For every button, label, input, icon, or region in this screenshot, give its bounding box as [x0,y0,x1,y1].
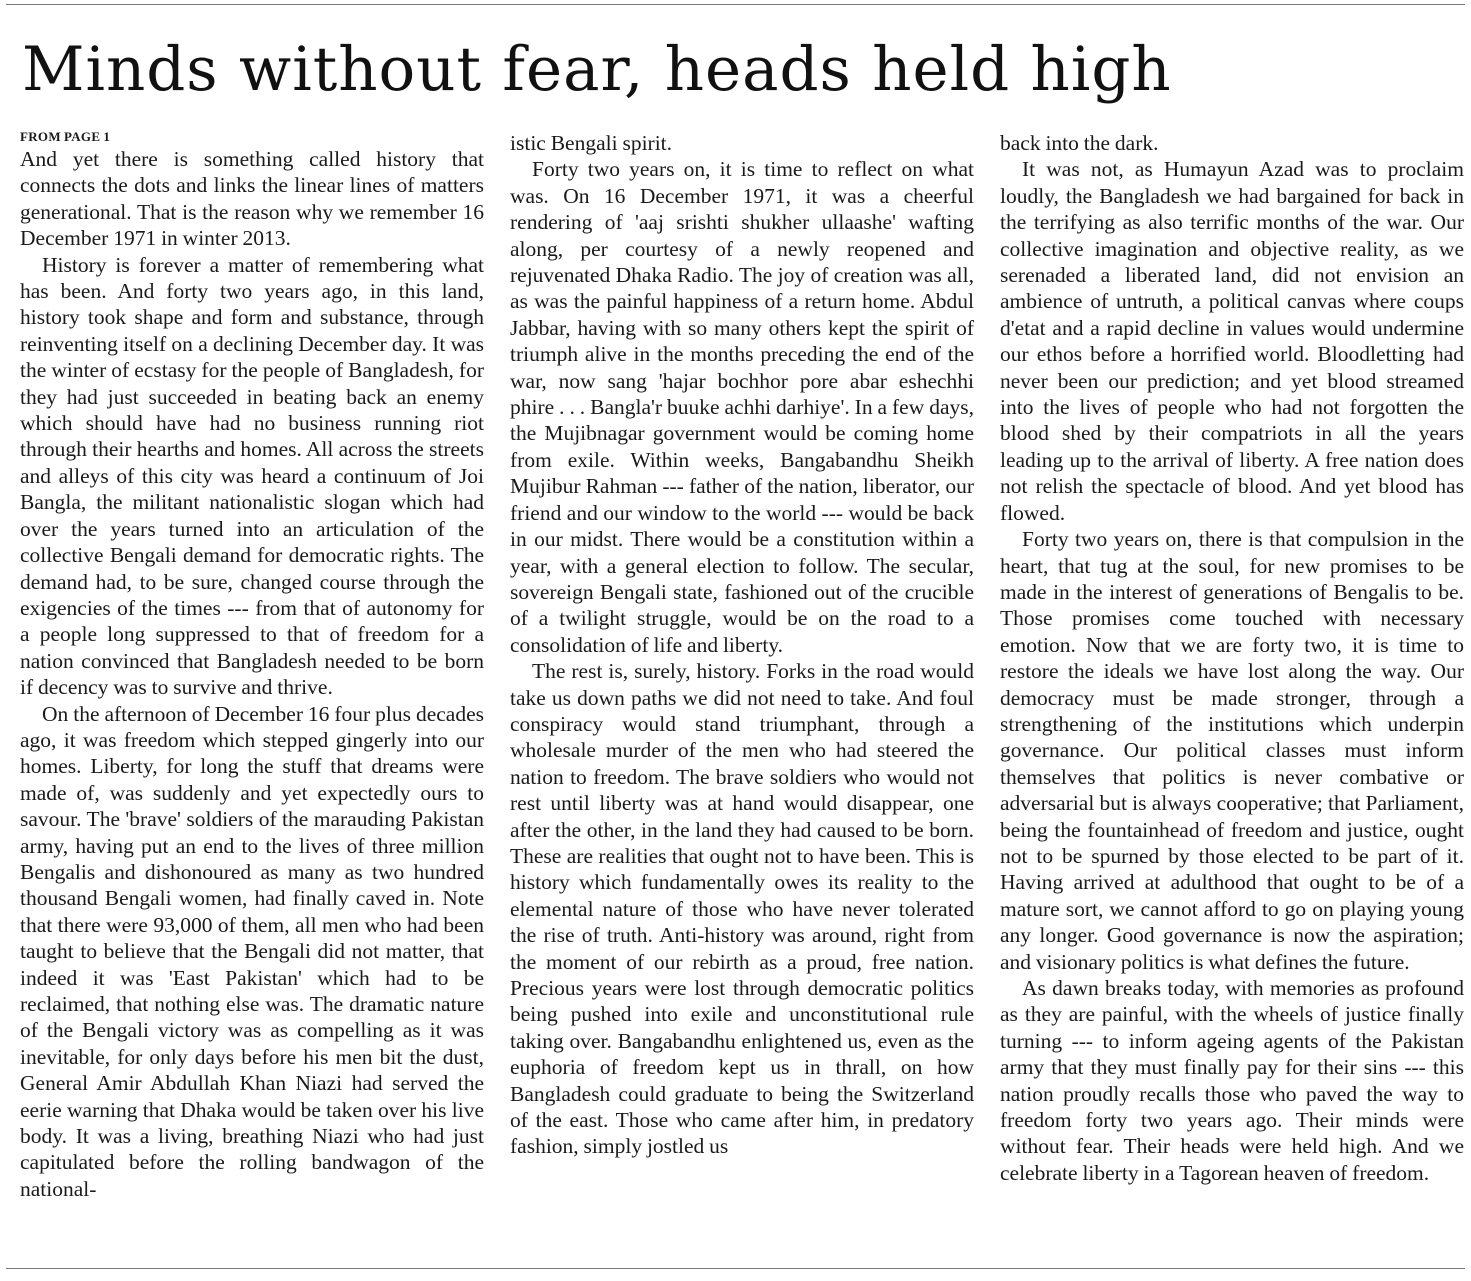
article-column-3 [1000,130,1464,1186]
headline: Minds without fear, heads held high [22,34,1172,105]
paragraph: Forty two years on, it is time to reflect on what was. On 16 December 1971, it was a cheerful rendering of 'aaj srishti shukher ullaashe' wafting along, per courtesy of a newly reopened and rejuvenated Dhaka Radio. The joy of creation was all, as was the painful happiness of a return home. Abdul Jabbar, having with so many others kept the spirit of triumph alive in the months preceding the end of the war, now sang 'hajar bochhor pore abar eshechhi phire . . . Bangla'r buuke achhi darhiye'. In a few days, the Mujibnagar government would be coming home from exile. Within weeks, Bangabandhu Sheikh Mujibur Rahman --- father of the nation, liberator, our friend and our window to the world --- would be back in our midst. There would be a constitution within a year, with a general election to follow. The secular, sovereign Bengali state, fashioned out of the crucible of a twilight struggle, would be on the road to a consolidation of life and liberty. [510,157,974,657]
paragraph: istic Bengali spirit. [510,131,673,155]
paragraph: And yet there is something called history that connects the dots and links the linear lines of matters generational. That is the reason why we remember 16 December 1971 in winter 2013. [20,147,484,251]
article-column-2 [510,130,974,1160]
kicker: FROM PAGE 1 [20,129,111,144]
paragraph: Forty two years on, there is that compulsion in the heart, that tug at the soul, for new promises to be made in the interest of generations of Bengalis to be. Those promises come touched with necessary emotion. Now that we are forty two, it is time to restore the ideals we have lost along the way. Our democracy must be made stronger, through a strengthening of the institutions which underpin governance. Our political classes must inform themselves that politics is never combative or adversarial but is always cooperative; that Parliament, being the fountainhead of freedom and justice, ought not to be spurned by those elected to be part of it. Having arrived at adulthood that ought to be of a mature sort, we cannot afford to go on playing young any longer. Good governance is now the aspiration; and visionary politics is what defines the future. [1000,527,1464,974]
article-column-1 [20,127,484,1202]
paragraph: On the afternoon of December 16 four plus decades ago, it was freedom which stepped gingerly into our homes. Liberty, for long the stuff that dreams were made of, was suddenly and yet expectedly ours to savour. The 'brave' soldiers of the marauding Pakistan army, having put an end to the lives of three million Bengalis and dishonoured as many as two hundred thousand Bengali women, had finally caved in. Note that there were 93,000 of them, all men who had been taught to believe that the Bengali did not matter, that indeed it was 'East Pakistan' which had to be reclaimed, that nothing else was. The dramatic nature of the Bengali victory was as compelling as it was inevitable, for only days before his men bit the dust, General Amir Abdullah Khan Niazi had served the eerie warning that Dhaka would be taken over his live body. It was a living, breathing Niazi who had just capitulated before the rolling bandwagon of the national- [20,701,484,1201]
paragraph: As dawn breaks today, with memories as profound as they are painful, with the wheels of justice finally turning --- to inform ageing agents of the Pakistan army that they must finally pay for their sins --- this nation proudly recalls those who paved the way to freedom forty two years ago. Their minds were without fear. Their heads were held high. And we celebrate liberty in a Tagorean heaven of freedom. [1000,976,1464,1185]
paragraph: back into the dark. [1000,131,1159,155]
bottom-rule [6,1268,1465,1269]
paragraph: The rest is, surely, history. Forks in the road would take us down paths we did not need to take. And foul conspiracy would stand triumphant, through a wholesale murder of the men who had steered the nation to freedom. The brave soldiers who would not rest until liberty was at hand would disappear, one after the other, in the land they had caused to be born. These are realities that ought not to have been. This is history which fundamentally owes its reality to the elemental nature of those who have never tolerated the rise of truth. Anti-history was around, right from the moment of our rebirth as a proud, free nation. Precious years were lost through democratic politics being pushed into exile and unconstitutional rule taking over. Bangabandhu enlightened us, even as the euphoria of freedom kept us in thrall, on how Bangladesh could graduate to being the Switzerland of the east. Those who came after him, in predatory fashion, simply jostled us [510,659,974,1159]
paragraph: History is forever a matter of remembering what has been. And forty two years ago, in this land, history took shape and form and substance, through reinventing itself on a declining December day. It was the winter of ecstasy for the people of Bangladesh, for they had just succeeded in beating back an enemy which should have had no business running riot through their hearths and homes. All across the streets and alleys of this city was heard a continuum of Joi Bangla, the militant nationalistic slogan which had over the years turned into an articulation of the collective Bengali demand for democratic rights. The demand had, to be sure, changed course through the exigencies of the times --- from that of autonomy for a people long suppressed to that of freedom for a nation convinced that Bangladesh needed to be born if decency was to survive and thrive. [20,252,484,700]
paragraph: It was not, as Humayun Azad was to proclaim loudly, the Bangladesh we had bargained for back in the terrifying as also terrific months of the war. Our collective imagination and objective reality, as we serenaded a liberated land, did not envision an ambience of untruth, a political canvas where coups d'etat and a rapid decline in values would undermine our ethos before a horrified world. Bloodletting had never been our prediction; and yet blood streamed into the lives of people who had not forgotten the blood shed by their compatriots in all the years leading up to the arrival of liberty. A free nation does not relish the spectacle of blood. And yet blood has flowed. [1000,157,1464,525]
top-rule [6,4,1465,5]
